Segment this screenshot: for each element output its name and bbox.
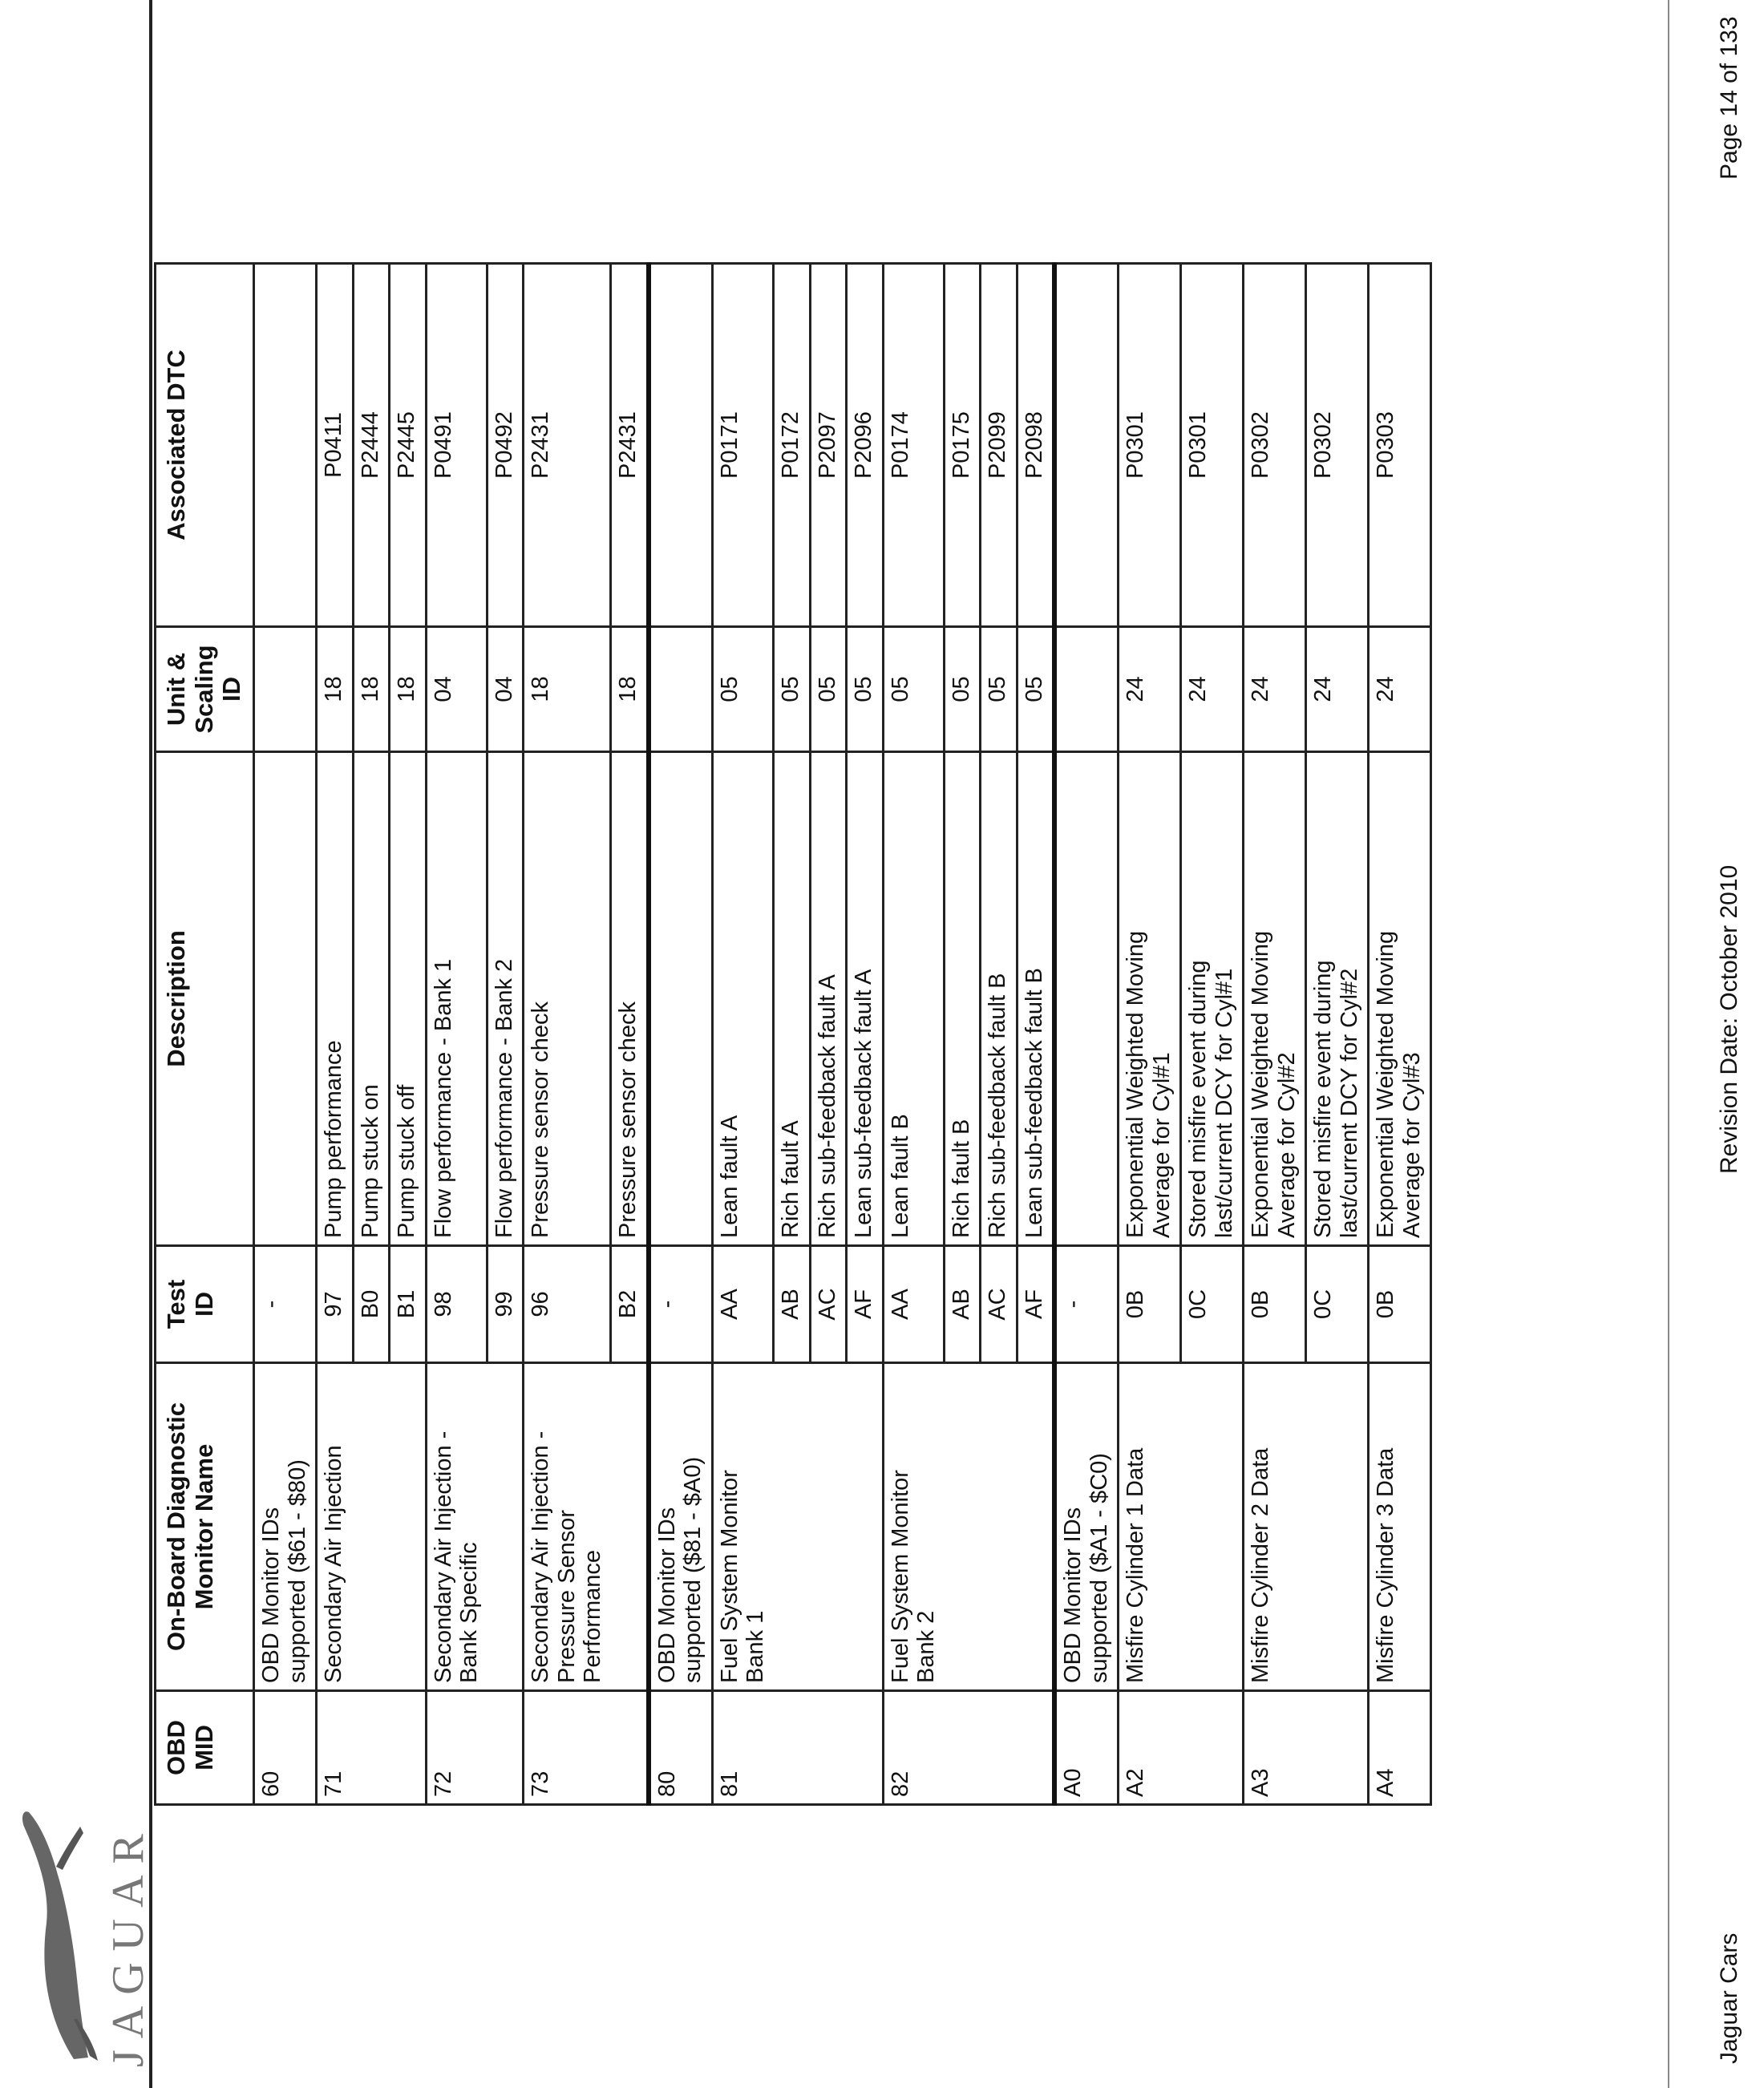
obd-mid-cell: A4 (1369, 1691, 1431, 1805)
unit-scaling-cell: 18 (353, 627, 389, 752)
description-cell (254, 752, 317, 1246)
description-cell: Rich fault A (774, 752, 810, 1246)
leaping-jaguar-icon (0, 1803, 104, 2067)
monitor-name-cell: Misfire Cylinder 1 Data (1119, 1363, 1181, 1691)
associated-dtc-cell: P0301 (1181, 264, 1244, 627)
monitor-name-cell: Secondary Air Injection (317, 1363, 353, 1691)
table-row (426, 264, 487, 1805)
obd-mid-cell: 71 (317, 1691, 353, 1805)
test-id-cell: 0B (1119, 1246, 1181, 1363)
test-id-cell: 99 (487, 1246, 523, 1363)
header-description: Description (156, 752, 254, 1246)
monitor-name-cell: Misfire Cylinder 2 Data (1244, 1363, 1306, 1691)
associated-dtc-cell: P2096 (847, 264, 883, 627)
table-row (883, 264, 944, 1805)
unit-scaling-cell: 24 (1119, 627, 1181, 752)
table-row (1306, 264, 1369, 1805)
table-row (353, 264, 389, 1805)
obd-mid-cell: A3 (1244, 1691, 1306, 1805)
monitor-name-cell: OBD Monitor IDs supported ($61 - $80) (254, 1363, 317, 1691)
unit-scaling-cell: 05 (945, 627, 981, 752)
obd-monitor-table (154, 262, 1432, 1806)
test-id-cell: - (649, 1246, 712, 1363)
associated-dtc-cell: P0411 (317, 264, 353, 627)
test-id-cell: AA (883, 1246, 944, 1363)
obd-mid-cell (353, 1691, 389, 1805)
table-row (1369, 264, 1431, 1805)
associated-dtc-cell (254, 264, 317, 627)
monitor-name-cell: OBD Monitor IDs supported ($81 - $A0) (649, 1363, 712, 1691)
table-row (712, 264, 773, 1805)
table-row (810, 264, 846, 1805)
unit-scaling-cell: 05 (1017, 627, 1054, 752)
unit-scaling-cell (649, 627, 712, 752)
associated-dtc-cell: P0492 (487, 264, 523, 627)
test-id-cell: - (1054, 1246, 1118, 1363)
associated-dtc-cell: P0301 (1119, 264, 1181, 627)
table-row (774, 264, 810, 1805)
associated-dtc-cell (649, 264, 712, 627)
description-cell: Pump stuck on (353, 752, 389, 1246)
description-cell: Pressure sensor check (611, 752, 649, 1246)
obd-mid-cell (945, 1691, 981, 1805)
test-id-cell: 0B (1369, 1246, 1431, 1363)
test-id-cell: B1 (390, 1246, 426, 1363)
unit-scaling-cell: 05 (981, 627, 1017, 752)
associated-dtc-cell: P0491 (426, 264, 487, 627)
table-row (1181, 264, 1244, 1805)
unit-scaling-cell: 05 (774, 627, 810, 752)
monitor-name-cell (390, 1363, 426, 1691)
description-cell: Pump stuck off (390, 752, 426, 1246)
associated-dtc-cell: P0302 (1244, 264, 1306, 627)
test-id-cell: 0C (1181, 1246, 1244, 1363)
table-row (1244, 264, 1306, 1805)
table-row (524, 264, 611, 1805)
test-id-cell: AC (981, 1246, 1017, 1363)
table-row (1017, 264, 1054, 1805)
obd-mid-cell (487, 1691, 523, 1805)
table-row (1054, 264, 1118, 1805)
unit-scaling-cell: 24 (1181, 627, 1244, 752)
unit-scaling-cell: 05 (847, 627, 883, 752)
obd-mid-cell (847, 1691, 883, 1805)
table-body (254, 264, 1431, 1805)
description-cell: Exponential Weighted Moving Average for Cyl#2 (1244, 752, 1306, 1246)
description-cell: Flow performance - Bank 2 (487, 752, 523, 1246)
test-id-cell: 0C (1306, 1246, 1369, 1363)
associated-dtc-cell: P2099 (981, 264, 1017, 627)
unit-scaling-cell: 24 (1244, 627, 1306, 752)
table-row (390, 264, 426, 1805)
description-cell: Exponential Weighted Moving Average for Cyl#1 (1119, 752, 1181, 1246)
associated-dtc-cell: P2097 (810, 264, 846, 627)
obd-mid-cell (1017, 1691, 1054, 1805)
obd-mid-cell (774, 1691, 810, 1805)
monitor-name-cell: Secondary Air Injection - Bank Specific (426, 1363, 487, 1691)
associated-dtc-cell: P2431 (524, 264, 611, 627)
monitor-name-cell: Misfire Cylinder 3 Data (1369, 1363, 1431, 1691)
monitor-name-cell (774, 1363, 810, 1691)
monitor-name-cell (945, 1363, 981, 1691)
monitor-name-cell (487, 1363, 523, 1691)
test-id-cell: 96 (524, 1246, 611, 1363)
description-cell: Lean fault A (712, 752, 773, 1246)
footer-right: Page 14 of 133 (1716, 16, 1742, 180)
unit-scaling-cell: 05 (883, 627, 944, 752)
test-id-cell: AB (945, 1246, 981, 1363)
obd-mid-cell: 72 (426, 1691, 487, 1805)
description-cell: Lean fault B (883, 752, 944, 1246)
table-row (254, 264, 317, 1805)
associated-dtc-cell: P2445 (390, 264, 426, 627)
monitor-name-cell (1306, 1363, 1369, 1691)
associated-dtc-cell: P2444 (353, 264, 389, 627)
monitor-name-cell (353, 1363, 389, 1691)
logo-wordmark: JAGUAR (103, 1823, 153, 2067)
unit-scaling-cell: 24 (1306, 627, 1369, 752)
test-id-cell: AA (712, 1246, 773, 1363)
description-cell: Lean sub-feedback fault A (847, 752, 883, 1246)
bottom-rule (1668, 0, 1669, 2088)
obd-mid-cell: 60 (254, 1691, 317, 1805)
table-row (945, 264, 981, 1805)
top-rule (149, 0, 152, 2088)
associated-dtc-cell: P0175 (945, 264, 981, 627)
description-cell: Pressure sensor check (524, 752, 611, 1246)
unit-scaling-cell (1054, 627, 1118, 752)
associated-dtc-cell (1054, 264, 1118, 627)
table-row (317, 264, 353, 1805)
monitor-name-cell (847, 1363, 883, 1691)
obd-mid-cell (981, 1691, 1017, 1805)
unit-scaling-cell: 05 (712, 627, 773, 752)
unit-scaling-cell: 18 (524, 627, 611, 752)
test-id-cell: AC (810, 1246, 846, 1363)
obd-mid-cell (1306, 1691, 1369, 1805)
obd-mid-cell: A0 (1054, 1691, 1118, 1805)
description-cell (1054, 752, 1118, 1246)
header-associated-dtc: Associated DTC (156, 264, 254, 627)
test-id-cell: 97 (317, 1246, 353, 1363)
table-row (487, 264, 523, 1805)
table-row (649, 264, 712, 1805)
unit-scaling-cell: 18 (611, 627, 649, 752)
description-cell: Flow performance - Bank 1 (426, 752, 487, 1246)
description-cell: Rich fault B (945, 752, 981, 1246)
header-monitor-name: On-Board Diagnostic Monitor Name (156, 1363, 254, 1691)
description-cell (649, 752, 712, 1246)
unit-scaling-cell: 24 (1369, 627, 1431, 752)
obd-mid-cell (390, 1691, 426, 1805)
obd-mid-cell: 80 (649, 1691, 712, 1805)
obd-mid-cell: A2 (1119, 1691, 1181, 1805)
monitor-name-cell (1017, 1363, 1054, 1691)
description-cell: Rich sub-feedback fault B (981, 752, 1017, 1246)
obd-mid-cell (1181, 1691, 1244, 1805)
unit-scaling-cell: 05 (810, 627, 846, 752)
obd-mid-cell (810, 1691, 846, 1805)
associated-dtc-cell: P0171 (712, 264, 773, 627)
test-id-cell: AF (847, 1246, 883, 1363)
test-id-cell: - (254, 1246, 317, 1363)
obd-mid-cell: 82 (883, 1691, 944, 1805)
monitor-name-cell: Fuel System Monitor Bank 1 (712, 1363, 773, 1691)
associated-dtc-cell: P2098 (1017, 264, 1054, 627)
test-id-cell: 98 (426, 1246, 487, 1363)
table-row (847, 264, 883, 1805)
obd-mid-cell (611, 1691, 649, 1805)
monitor-name-cell: Secondary Air Injection - Pressure Sensor Performance (524, 1363, 611, 1691)
description-cell: Rich sub-feedback fault A (810, 752, 846, 1246)
test-id-cell: B0 (353, 1246, 389, 1363)
test-id-cell: B2 (611, 1246, 649, 1363)
monitor-name-cell (611, 1363, 649, 1691)
description-cell: Lean sub-feedback fault B (1017, 752, 1054, 1246)
monitor-name-cell: OBD Monitor IDs supported ($A1 - $C0) (1054, 1363, 1118, 1691)
test-id-cell: 0B (1244, 1246, 1306, 1363)
test-id-cell: AF (1017, 1246, 1054, 1363)
obd-mid-cell: 81 (712, 1691, 773, 1805)
monitor-name-cell (1181, 1363, 1244, 1691)
associated-dtc-cell: P2431 (611, 264, 649, 627)
associated-dtc-cell: P0172 (774, 264, 810, 627)
monitor-name-cell: Fuel System Monitor Bank 2 (883, 1363, 944, 1691)
footer-center: Revision Date: October 2010 (1716, 864, 1742, 1174)
header-obd-mid: OBD MID (156, 1691, 254, 1805)
associated-dtc-cell: P0303 (1369, 264, 1431, 627)
description-cell: Exponential Weighted Moving Average for Cyl#3 (1369, 752, 1431, 1246)
obd-mid-cell: 73 (524, 1691, 611, 1805)
unit-scaling-cell: 18 (317, 627, 353, 752)
test-id-cell: AB (774, 1246, 810, 1363)
unit-scaling-cell (254, 627, 317, 752)
description-cell: Stored misfire event during last/current DCY for Cyl#1 (1181, 752, 1244, 1246)
monitor-name-cell (981, 1363, 1017, 1691)
monitor-name-cell (810, 1363, 846, 1691)
table-row (611, 264, 649, 1805)
unit-scaling-cell: 04 (487, 627, 523, 752)
associated-dtc-cell: P0302 (1306, 264, 1369, 627)
unit-scaling-cell: 18 (390, 627, 426, 752)
unit-scaling-cell: 04 (426, 627, 487, 752)
footer-left: Jaguar Cars (1716, 1932, 1742, 2064)
header-test-id: Test ID (156, 1246, 254, 1363)
table-row (1119, 264, 1181, 1805)
associated-dtc-cell: P0174 (883, 264, 944, 627)
jaguar-logo (0, 1803, 152, 2067)
table-header-row (156, 264, 254, 1805)
table-row (981, 264, 1017, 1805)
description-cell: Stored misfire event during last/current DCY for Cyl#2 (1306, 752, 1369, 1246)
header-unit-scaling-id: Unit & Scaling ID (156, 627, 254, 752)
description-cell: Pump performance (317, 752, 353, 1246)
